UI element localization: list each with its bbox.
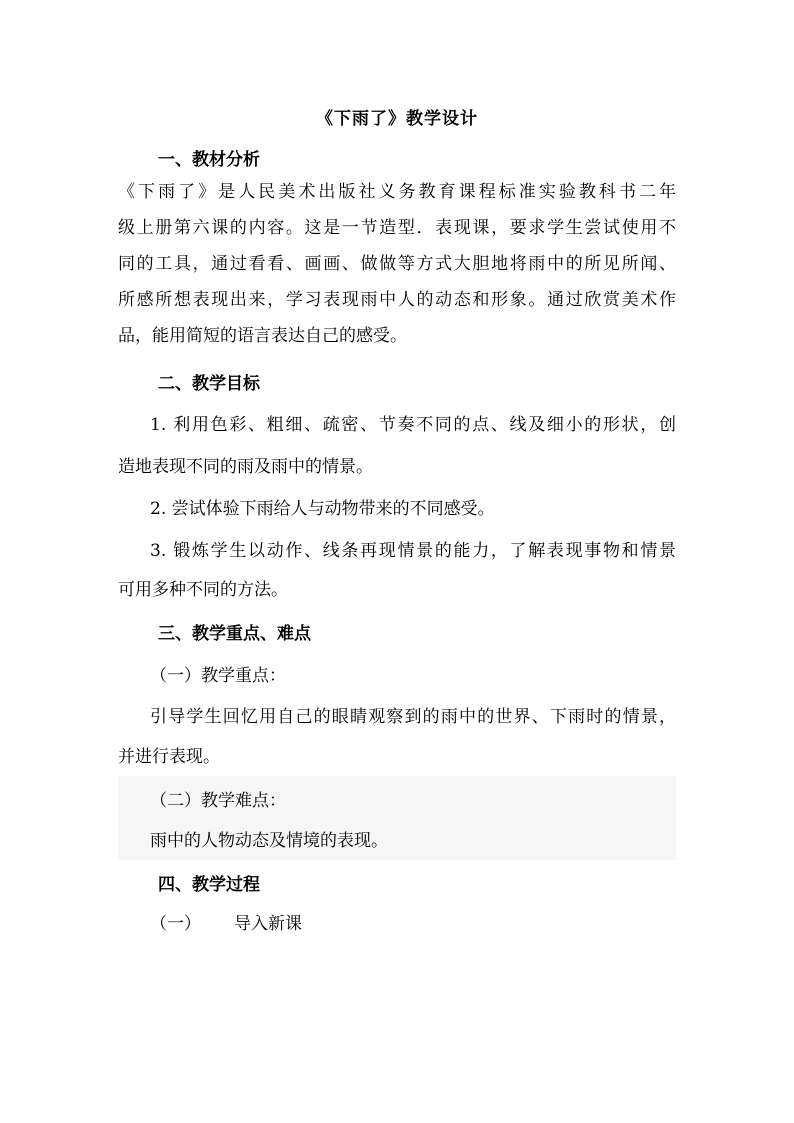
paragraph-line: 并进行表现。 xyxy=(118,747,220,767)
section-heading-key-points: 三、教学重点、难点 xyxy=(158,624,311,644)
objective-item-continued: 造地表现不同的雨及雨中的情景。 xyxy=(118,457,373,477)
objective-item: 2. 尝试体验下雨给人与动物带来的不同感受。 xyxy=(150,499,495,519)
paragraph-line: 《下雨了》是人民美术出版社义务教育课程标准实验教科书二年 xyxy=(118,182,676,202)
paragraph-line: 雨中的人物动态及情境的表现。 xyxy=(150,831,388,851)
paragraph-line: 级上册第六课的内容。这是一节造型．表现课，要求学生尝试使用不 xyxy=(118,218,676,238)
section-heading-process: 四、教学过程 xyxy=(158,875,260,895)
objective-item: 1. 利用色彩、粗细、疏密、节奏不同的点、线及细小的形状，创 xyxy=(150,415,676,435)
paragraph-line: 品，能用简短的语言表达自己的感受。 xyxy=(118,326,407,346)
paragraph-line: 所感所想表现出来，学习表现雨中人的动态和形象。通过欣赏美术作 xyxy=(118,290,676,310)
paragraph-line: 同的工具，通过看看、画画、做做等方式大胆地将雨中的所见所闻、 xyxy=(118,254,676,274)
process-step-title: 导入新课 xyxy=(234,914,302,934)
section-heading-analysis: 一、教材分析 xyxy=(158,150,260,170)
process-step-number: （一） xyxy=(150,914,201,934)
page-title: 《下雨了》教学设计 xyxy=(316,109,478,129)
subheading-difficulty: （二）教学难点： xyxy=(150,791,286,811)
objective-item: 3. 锻炼学生以动作、线条再现情景的能力，了解表现事物和情景 xyxy=(150,541,676,561)
subheading-key-point: （一）教学重点： xyxy=(150,666,286,686)
section-heading-objectives: 二、教学目标 xyxy=(158,374,260,394)
paragraph-line: 引导学生回忆用自己的眼睛观察到的雨中的世界、下雨时的情景， xyxy=(150,707,676,727)
objective-item-continued: 可用多种不同的方法。 xyxy=(118,580,288,600)
